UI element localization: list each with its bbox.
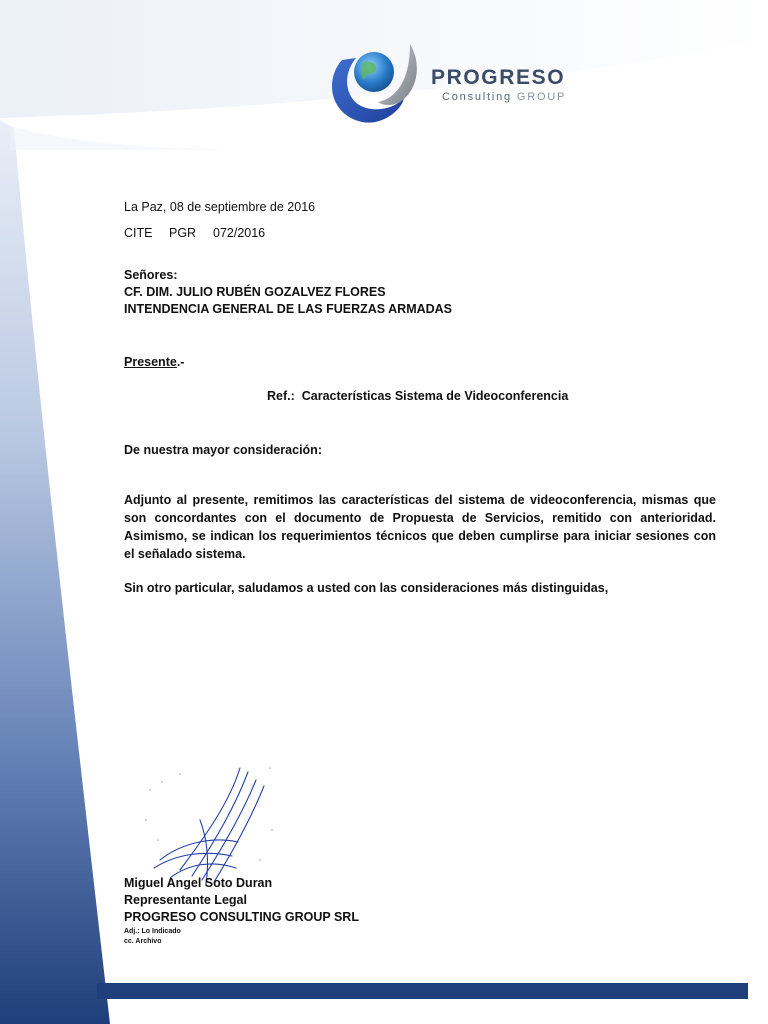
cite-label: CITE (124, 226, 153, 240)
reference-label: Ref.: (267, 389, 295, 403)
left-swoosh (0, 120, 110, 1024)
attachment-note: Adj.: Lo Indicado (124, 928, 181, 935)
salutation-to: Señores: (124, 268, 178, 282)
footer-bar (97, 983, 748, 999)
company-logo (322, 40, 582, 130)
brand-sub-main: Consulting (442, 91, 512, 103)
reference-text: Características Sistema de Videoconferencia (301, 389, 569, 403)
presente-suffix: .- (176, 355, 185, 369)
brand-name: PROGRESO (431, 66, 566, 89)
place-date: La Paz, 08 de septiembre de 2016 (124, 200, 316, 214)
signer-name: Miguel Angel Soto Duran (124, 876, 273, 890)
presente: Presente (124, 355, 177, 369)
cc-note: cc. Archivo (124, 938, 162, 945)
presente-line (124, 354, 184, 371)
handwritten-signature (140, 760, 280, 890)
recipient-name: CF. DIM. JULIO RUBÉN GOZALVEZ FLORES (124, 285, 386, 299)
cite-code: PGR (169, 226, 197, 240)
recipient-org: INTENDENCIA GENERAL DE LAS FUERZAS ARMADAS (124, 302, 453, 316)
signer-title: Representante Legal (124, 893, 247, 907)
body-paragraph: Adjunto al presente, remitimos las características del sistema de videoconferencia, mismas que son concordantes con el documento de Propuesta de Servicios, remitido con anterioridad. Asimismo, se indican los requerimientos técnicos que deben cumplirse para iniciar sesiones con el señalado sistema. (124, 493, 716, 561)
cite-number: 072/2016 (213, 226, 266, 240)
brand-subtitle (442, 91, 566, 103)
globe-swirl-icon (322, 40, 422, 130)
brand-sub-group: GROUP (516, 91, 567, 103)
reference-line (267, 388, 568, 405)
closing: Sin otro particular, saludamos a usted con las consideraciones más distinguidas, (124, 581, 609, 595)
cite-line (124, 225, 265, 242)
signer-company: PROGRESO CONSULTING GROUP SRL (124, 910, 359, 924)
greeting: De nuestra mayor consideración: (124, 443, 322, 457)
